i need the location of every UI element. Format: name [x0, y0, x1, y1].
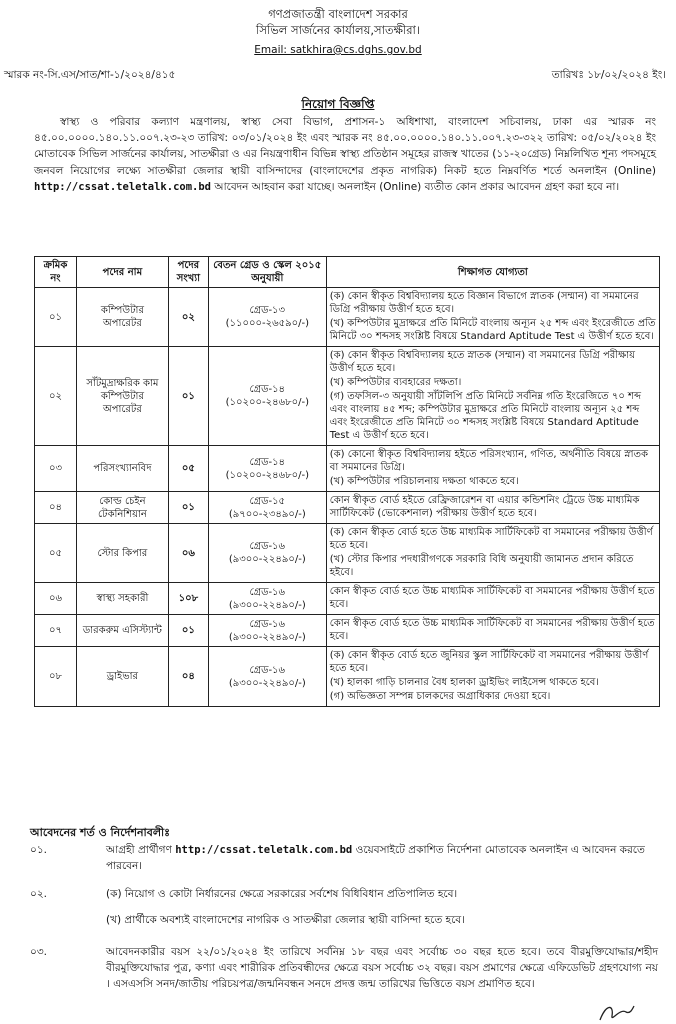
- office-email[interactable]: Email: satkhira@cs.dghs.gov.bd: [254, 44, 422, 56]
- row-count: ০৪: [168, 647, 208, 707]
- condition-1-post: ওয়েবসাইটে প্রকাশিত নির্দেশনা মোতাবেক অনলাইন এ আবেদন করতে পারবেন।: [106, 844, 645, 872]
- row-grade: [208, 446, 326, 492]
- table-row: [35, 583, 660, 615]
- table-row: [35, 288, 660, 347]
- row-grade-label: গ্রেড-১৬: [249, 541, 286, 552]
- intro-text-end: আবেদন আহবান করা যাচ্ছে। অনলাইন (Online) ব্যতীত কোন প্রকার আবেদন গ্রহণ করা হবে না।: [214, 180, 620, 193]
- qualification-line: (গ) অভিজ্ঞতা সম্পন্ন চালকদের অগ্রাধিকার দেওয়া হবে।: [329, 691, 551, 702]
- row-serial: ০৩: [35, 446, 77, 492]
- row-serial: ০৭: [35, 615, 77, 647]
- condition-2b: (খ) প্রার্থীকে অবশ্যই বাংলাদেশের নাগরিক ও সাতক্ষীরা জেলার স্থায়ী বাসিন্দা হতে হবে।: [106, 914, 465, 926]
- row-grade: [208, 583, 326, 615]
- qualification-line: (ক) কোন স্বীকৃত বিশ্ববিদ্যালয় হতে স্নাতক (সম্মান) বা সমমানের ডিগ্রি পরীক্ষায় উত্তীর্ণ হতে হবে।: [329, 350, 636, 374]
- row-grade-label: গ্রেড-১৪: [249, 384, 286, 395]
- row-serial: ০৬: [35, 583, 77, 615]
- qualification-line: (খ) কম্পিউটার ব্যবহারের দক্ষতা।: [329, 377, 462, 388]
- condition-3-text: আবেদনকারীর বয়স ২২/০১/২০২৪ ইং তারিখে সর্বনিম্ন ১৮ বছর এবং সর্বোচ্চ ৩০ বছর হতে হবে। তবে বীরমুক্তিযোদ্ধার/শহীদ বীরমুক্তিযোদ্ধার পুত্র, কণ্যা এবং শারীরিক প্রতিবন্ধীদের ক্ষেত্রে বয়স সর্বোচ্চ ৩২ বছর। বয়স প্রমাণের ক্ষেত্রে এফিডেভিট গ্রহণযোগ্য নয় । এসএসসি সনদ/জাতীয় পরিচয়পত্র/জন্মনিবন্ধন সনদে প্রদত্ত জন্ম তারিখের ভিত্তিতে বয়স প্রমাণিত হবে।: [106, 946, 658, 990]
- row-count: ০১: [168, 492, 208, 524]
- row-scale: (৯৭০০-২৩৪৯০/-): [228, 508, 306, 520]
- row-grade: [208, 492, 326, 524]
- intro-text: স্বাস্থ্য ও পরিবার কল্যাণ মন্ত্রণালয়, স্বাস্থ্য সেবা বিভাগ, প্রশাসন-১ অধিশাখা, বাংলাদেশ সচিবালয়, ঢাকা এর স্মারক নং ৪৫.০০.০০০০.১৪০.১১.০০৭.২৩-২৩ তারিখ: ০৩/০১/২০২৪ ইং এবং স্মারক নং ৪৫.০০.০০০০.১৪০.১১.০০৭.২৩-৩২২ তারিখ: ০৫/০২/২০২৪ ইং মোতাবেক সিভিল সার্জনের কার্যালয়, সাতক্ষীরা ও এর নিয়ন্ত্রণাধীন বিভিন্ন স্বাস্থ্য প্রতিষ্ঠান সমূহের রাজস্ব খাতের (১১-২০গ্রেড) নিম্নলিখিত শূন্য পদসমূহে জনবল নিয়োগের লক্ষ্যে সাতক্ষীরা জেলার স্থায়ী বাসিন্দাদের (বাংলাদেশের প্রকৃত নাগরিক) নিকট হতে নিম্নবর্ণিত শর্তে অনলাইন (Online): [34, 116, 656, 177]
- condition-1-number: ০১.: [30, 844, 47, 856]
- qualification-line: (খ) কম্পিউটার মুদ্রাক্ষরে প্রতি মিনিটে বাংলায় অন্যূন ২৫ শব্দ এবং ইংরেজীতে প্রতি মিনিটে ৩০ শব্দসহ সংশ্লিষ্ট বিষয়ে Standard Aptitude Test এ উত্তীর্ণ হতে হবে।: [329, 318, 656, 342]
- qualification-line: কোন স্বীকৃত বোর্ড হতে উচ্চ মাধ্যমিক সার্টিফিকেট বা সমমানের পরীক্ষায় উত্তীর্ণ হতে হবে।: [329, 586, 655, 610]
- row-grade-label: গ্রেড-১৬: [249, 586, 286, 598]
- row-grade-label: গ্রেড-১৪: [249, 456, 286, 468]
- row-grade: [208, 524, 326, 583]
- row-count: ০৫: [168, 446, 208, 492]
- row-serial: ০৫: [35, 524, 77, 583]
- row-scale: (৯৩০০-২২৪৯০/-): [228, 599, 306, 611]
- row-scale: (৯৩০০-২২৪৯০/-): [228, 631, 306, 643]
- condition-1-url[interactable]: http://cssat.teletalk.com.bd: [175, 844, 353, 856]
- row-qualification: [326, 446, 659, 492]
- row-scale: (১১০০০-২৬৫৯০/-): [225, 318, 309, 329]
- row-grade-label: গ্রেড-১৩: [249, 305, 286, 316]
- table-row: [35, 347, 660, 446]
- row-grade-label: গ্রেড-১৬: [249, 618, 286, 630]
- table-row: [35, 615, 660, 647]
- posts-table: [34, 256, 660, 707]
- table-header-row: [35, 257, 660, 288]
- signature-mark: [596, 1000, 636, 1024]
- row-post: ড্রাইভার: [76, 647, 168, 707]
- table-row: [35, 647, 660, 707]
- row-grade: [208, 647, 326, 707]
- row-post: কোল্ড চেইন টেকনিশিয়ান: [76, 492, 168, 524]
- row-scale: (১০২০০-২৪৬৮০/-): [225, 397, 309, 408]
- row-post: কম্পিউটার অপারেটর: [76, 288, 168, 347]
- row-qualification: [326, 583, 659, 615]
- condition-2-number: ০২.: [30, 888, 47, 900]
- row-serial: ০২: [35, 347, 77, 446]
- row-qualification: [326, 288, 659, 347]
- row-grade: [208, 288, 326, 347]
- row-grade: [208, 347, 326, 446]
- row-qualification: [326, 492, 659, 524]
- condition-3: [30, 944, 658, 992]
- qualification-line: (ক) কোন স্বীকৃত বোর্ড হতে জুনিয়র স্কুল সার্টিফিকেট বা সমমানের পরীক্ষায় উত্তীর্ণ হতে হবে।: [329, 650, 649, 674]
- row-scale: (৯৩০০-২২৪৯০/-): [228, 554, 306, 565]
- row-post: ডারকরুম এসিস্ট্যান্ট: [76, 615, 168, 647]
- qualification-line: (ক) কোন স্বীকৃত বিশ্ববিদ্যালয় হতে বিজ্ঞান বিভাগে স্নাতক (সম্মান) বা সমমানের ডিগ্রি পরীক্ষায় উত্তীর্ণ হতে হবে।: [329, 291, 639, 315]
- intro-url[interactable]: http://cssat.teletalk.com.bd: [34, 180, 212, 193]
- row-count: ১০৮: [168, 583, 208, 615]
- row-post: স্বাস্থ্য সহকারী: [76, 583, 168, 615]
- conditions-title: আবেদনের শর্ত ও নির্দেশনাবলীঃ: [30, 826, 171, 839]
- qualification-line: (ক) কোনো স্বীকৃত বিশ্ববিদ্যালয় হইতে পরিসংখ্যান, গণিত, অর্থনীতি বিষয়ে স্নাতক বা সমমানের ডিগ্রি।: [329, 449, 649, 473]
- row-post: স্টোর কিপার: [76, 524, 168, 583]
- condition-1-pre: আগ্রহী প্রার্থীগণ: [106, 844, 172, 856]
- notice-title: নিয়োগ বিজ্ঞপ্তি: [301, 97, 375, 111]
- row-count: ০৬: [168, 524, 208, 583]
- intro-paragraph: [34, 114, 656, 195]
- row-scale: (১০২০০-২৪৬৮০/-): [225, 469, 309, 481]
- row-serial: ০৮: [35, 647, 77, 707]
- table-row: [35, 446, 660, 492]
- condition-1: [30, 842, 658, 874]
- row-grade: [208, 615, 326, 647]
- row-serial: ০১: [35, 288, 77, 347]
- condition-2b-row: [30, 912, 658, 928]
- row-grade-label: গ্রেড-১৫: [249, 495, 286, 507]
- col-grade: বেতন গ্রেড ও স্কেল ২০১৫ অনুযায়ী: [208, 257, 326, 288]
- gov-title: গণপ্রজাতন্ত্রী বাংলাদেশ সরকার: [268, 7, 408, 21]
- row-count: ০১: [168, 615, 208, 647]
- row-serial: ০৪: [35, 492, 77, 524]
- row-post: সাঁটমুদ্রাক্ষরিক কাম কম্পিউটার অপারেটর: [76, 347, 168, 446]
- col-qualification: শিক্ষাগত যোগ্যতা: [326, 257, 659, 288]
- col-count: পদের সংখ্যা: [168, 257, 208, 288]
- qualification-line: (গ) তফসিল-৩ অনুযায়ী সাঁটলিপি প্রতি মিনিটে সর্বনিম্ন গতি ইংরেজিতে ৭০ শব্দ এবং বাংলায় ৪৫ শব্দ; কম্পিউটার মুদ্রাক্ষরে প্রতি মিনিটে বাংলায় অন্যূন ২৫ শব্দ এবং ইংরেজীতে প্রতি মিনিটে ৩০ শব্দসহ সংশ্লিষ্ট বিষয়ে Standard Aptitude Test এ উত্তীর্ণ হতে হবে।: [329, 391, 641, 441]
- condition-2: [30, 886, 658, 902]
- qualification-line: (খ) স্টোর কিপার পদধারীগণকে সরকারি বিধি অনুযায়ী জামানত প্রদান করিতে হইবে।: [329, 554, 634, 578]
- row-grade-label: গ্রেড-১৬: [249, 664, 286, 676]
- qualification-line: কোন স্বীকৃত বোর্ড হতে উচ্চ মাধ্যমিক সার্টিফিকেট বা সমমানের পরীক্ষায় উত্তীর্ণ হতে হবে।: [329, 618, 655, 642]
- qualification-line: (ক) কোন স্বীকৃত বোর্ড হতে উচ্চ মাধ্যমিক সার্টিফিকেট বা সমমানের পরীক্ষায় উত্তীর্ণ হতে হবে।: [329, 527, 653, 551]
- row-qualification: [326, 524, 659, 583]
- office-name: সিভিল সার্জনের কার্যালয়,সাতক্ষীরা।: [256, 23, 420, 37]
- row-qualification: [326, 647, 659, 707]
- table-row: [35, 492, 660, 524]
- col-serial: ক্রমিক নং: [35, 257, 77, 288]
- memo-number: স্মারক নং-সি.এস/সাত/শা-১/২০২৪/৪১৫: [4, 69, 176, 81]
- row-qualification: [326, 615, 659, 647]
- qualification-line: (খ) হালকা গাড়ি চালনার বৈধ হালকা ড্রাইভিং লাইসেন্স থাকতে হবে।: [329, 677, 599, 688]
- row-qualification: [326, 347, 659, 446]
- condition-3-number: ০৩.: [30, 946, 47, 958]
- row-count: ০২: [168, 288, 208, 347]
- row-count: ০১: [168, 347, 208, 446]
- qualification-line: (খ) কম্পিউটার পরিচালনায় দক্ষতা থাকতে হবে।: [329, 476, 519, 487]
- row-scale: (৯৩০০-২২৪৯০/-): [228, 677, 306, 689]
- table-row: [35, 524, 660, 583]
- row-post: পরিসংখ্যানবিদ: [76, 446, 168, 492]
- col-post: পদের নাম: [76, 257, 168, 288]
- qualification-line: কোন স্বীকৃত বোর্ড হইতে রেফ্রিজারেশন বা এয়ার কন্ডিশনিং ট্রেডে উচ্চ মাধ্যমিক সার্টিফিকেট (ভোকেশনাল) পরীক্ষায় উত্তীর্ণ হতে হবে।: [329, 495, 640, 519]
- condition-2a: (ক) নিয়োগ ও কোটা নির্ধারনের ক্ষেত্রে সরকারের সর্বশেষ বিধিবিধান প্রতিপালিত হবে।: [106, 888, 458, 900]
- memo-date: তারিখঃ ১৮/০২/২০২৪ ইং।: [551, 69, 666, 81]
